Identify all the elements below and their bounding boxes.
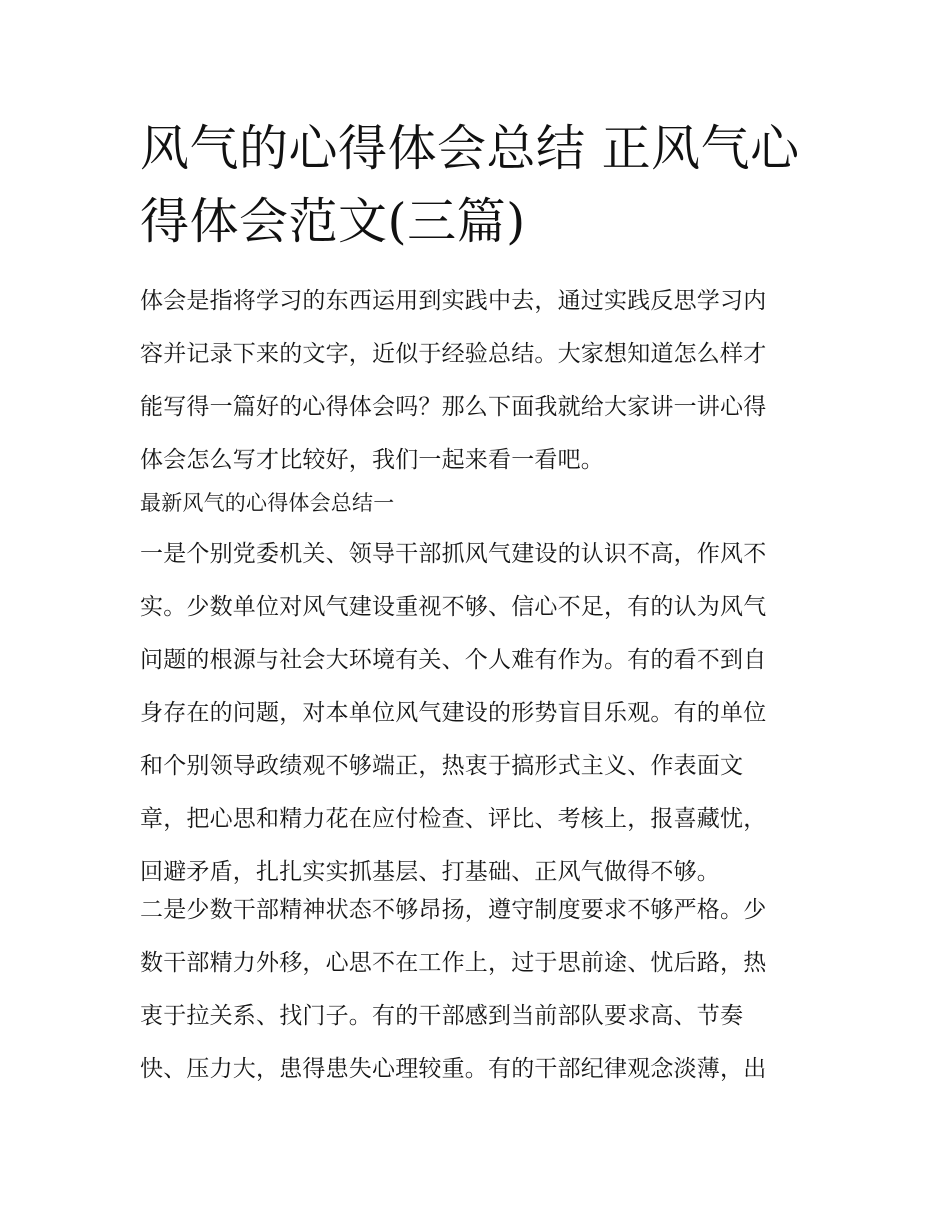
document-title [140, 112, 820, 258]
body-paragraph-1 [140, 528, 820, 899]
text-line: 体会是指将学习的东西运用到实践中去，通过实践反思学习内 [140, 288, 767, 314]
text-line: 回避矛盾，扎扎实实抓基层、打基础、正风气做得不够。 [140, 859, 720, 885]
text-line: 和个别领导政绩观不够端正，热衷于搞形式主义、作表面文 [140, 753, 744, 779]
text-line: 一是个别党委机关、领导干部抓风气建设的认识不高，作风不 [140, 541, 767, 567]
intro-paragraph [140, 275, 820, 487]
text-line: 衷于拉关系、找门子。有的干部感到当前部队要求高、节奏 [140, 1003, 744, 1029]
section-heading [140, 477, 820, 530]
text-line: 数干部精力外移，心思不在工作上，过于思前途、忧后路，热 [140, 950, 767, 976]
title-line: 得体会范文(三篇) [140, 193, 526, 250]
text-line: 章，把心思和精力花在应付检查、评比、考核上，报喜藏忧， [140, 806, 767, 832]
body-paragraph-2 [140, 884, 820, 1096]
text-line: 快、压力大，患得患失心理较重。有的干部纪律观念淡薄，出 [140, 1056, 767, 1082]
text-line: 二是少数干部精神状态不够昂扬，遵守制度要求不够严格。少 [140, 897, 767, 923]
text-line: 体会怎么写才比较好，我们一起来看一看吧。 [140, 447, 604, 473]
title-line: 风气的心得体会总结 正风气心 [140, 120, 800, 177]
text-line: 问题的根源与社会大环境有关、个人难有作为。有的看不到自 [140, 647, 767, 673]
text-line: 实。少数单位对风气建设重视不够、信心不足，有的认为风气 [140, 594, 767, 620]
section-heading-text: 最新风气的心得体会总结一 [140, 491, 395, 515]
text-line: 身存在的问题，对本单位风气建设的形势盲目乐观。有的单位 [140, 700, 767, 726]
text-line: 容并记录下来的文字，近似于经验总结。大家想知道怎么样才 [140, 341, 767, 367]
text-line: 能写得一篇好的心得体会吗？那么下面我就给大家讲一讲心得 [140, 394, 767, 420]
